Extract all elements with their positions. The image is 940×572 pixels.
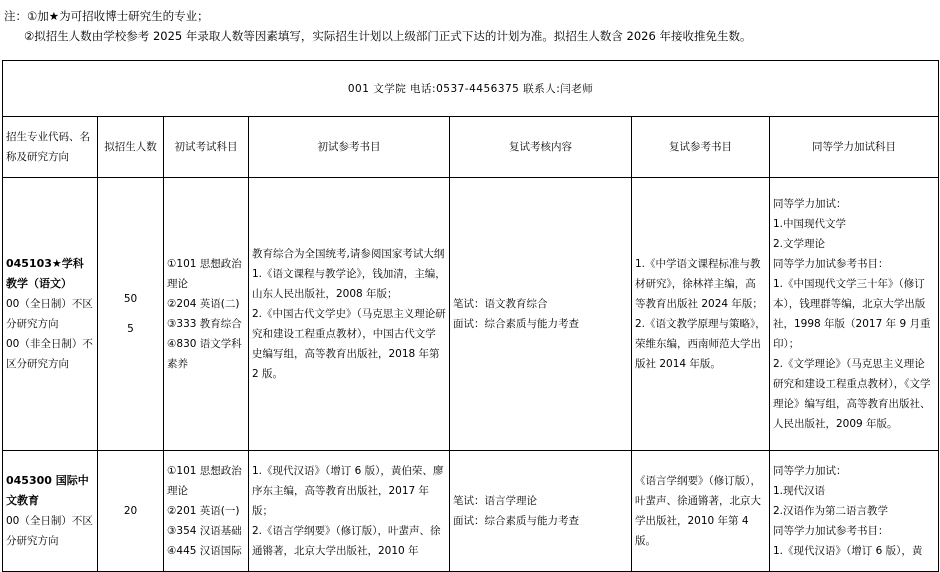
retest-book: 1.《中学语文课程标准与教材研究》，徐林祥主编，高等教育出版社 2024 年版；2.《语文教学原理与策略》，荣维东编，西南师范大学出版社 2014 年版。: [635, 258, 766, 370]
retest-cell: [450, 451, 632, 572]
subject: ④445 汉语国际: [167, 545, 242, 557]
retest-books-cell: [632, 451, 770, 572]
extra-item: 同等学力加试参考书目：: [773, 525, 889, 537]
table-row: [3, 451, 939, 572]
count-cell: [98, 178, 164, 451]
book: 2.《中国古代文学史》（马克思主义理论研究和建设工程重点教材），中国古代文学史编写组，高等教育出版社，2018 年第 2 版。: [252, 308, 446, 380]
books-cell: [249, 178, 450, 451]
subject: ①101 思想政治理论: [167, 258, 242, 290]
count-1: 50: [123, 293, 138, 305]
subject: ①101 思想政治理论: [167, 465, 242, 497]
major-name: 045103★学科教学（语文）: [6, 257, 84, 290]
subject: ④830 语文学科素养: [167, 338, 242, 370]
extra-cell: [770, 451, 939, 572]
major-cell: [3, 178, 98, 451]
header-major: 招生专业代码、名称及研究方向: [3, 117, 98, 178]
extra-item: 2.文学理论: [773, 238, 826, 250]
header-retest-books: 复试参考书目: [632, 117, 770, 178]
subjects-cell: [164, 178, 249, 451]
subject: ③354 汉语基础: [167, 525, 242, 537]
note-line-1: 注：①加★为可招收博士研究生的专业；: [4, 9, 209, 23]
extra-item: 1.《现代汉语》（增订 6 版），黄: [773, 545, 923, 557]
header-books: 初试参考书目: [249, 117, 450, 178]
extra-item: 2.汉语作为第二语言教学: [773, 505, 889, 517]
retest-item: 笔试：语文教育综合: [453, 298, 548, 310]
retest-item: 面试：综合素质与能力考查: [453, 318, 579, 330]
header-row: [3, 117, 939, 178]
extra-item: 1.中国现代文学: [773, 218, 847, 230]
catalog-table: [2, 60, 939, 572]
notes-block: [4, 6, 934, 46]
department-banner: 001 文学院 电话:0537-4456375 联系人:闫老师: [3, 61, 939, 117]
extra-item: 同等学力加试参考书目：: [773, 258, 889, 270]
extra-item: 1.《中国现代文学三十年》（修订本），钱理群等编，北京大学出版社，1998 年版（2017 年 9 月重印）；: [773, 278, 931, 350]
retest-item: 笔试：语言学理论: [453, 495, 537, 507]
extra-item: 2.《文学理论》（马克思主义理论研究和建设工程重点教材），《文学理论》编写组，高等教育出版社、人民出版社，2009 年版。: [773, 358, 931, 430]
direction-1: 00（全日制）不区分研究方向: [6, 298, 93, 330]
book: 2.《语言学纲要》（修订版），叶蜚声、徐通锵著，北京大学出版社，2010 年: [252, 525, 441, 557]
subject: ②204 英语(二): [167, 298, 240, 310]
book: 教育综合为全国统考,请参阅国家考试大纲: [252, 248, 445, 260]
retest-book: 《语言学纲要》（修订版），叶蜚声、徐通锵著，北京大学出版社，2010 年第 4 版。: [635, 475, 761, 547]
direction-2: 00（非全日制）不区分研究方向: [6, 338, 93, 370]
book: 1.《现代汉语》（增订 6 版），黄伯荣、廖序东主编，高等教育出版社，2017 年版；: [252, 465, 444, 517]
header-retest: 复试考核内容: [450, 117, 632, 178]
header-extra: 同等学力加试科目: [770, 117, 939, 178]
count-cell: [98, 451, 164, 572]
header-count: 拟招生人数: [98, 117, 164, 178]
major-name: 045300 国际中文教育: [6, 474, 89, 507]
direction-1: 00（全日制）不区分研究方向: [6, 515, 93, 547]
note-line-2: ②拟招生人数由学校参考 2025 年录取人数等因素填写，实际招生计划以上级部门正式下达的计划为准。拟招生人数含 2026 年接收推免生数。: [24, 29, 752, 43]
retest-item: 面试：综合素质与能力考查: [453, 515, 579, 527]
count-1: 20: [123, 505, 138, 517]
subjects-cell: [164, 451, 249, 572]
department-banner-row: [3, 61, 939, 117]
extra-item: 同等学力加试：: [773, 465, 847, 477]
book: 1.《语文课程与教学论》，钱加清，主编，山东人民出版社，2008 年版；: [252, 268, 446, 300]
extra-item: 同等学力加试：: [773, 198, 847, 210]
subject: ③333 教育综合: [167, 318, 242, 330]
major-cell: [3, 451, 98, 572]
retest-books-cell: [632, 178, 770, 451]
extra-cell: [770, 178, 939, 451]
subject: ②201 英语(一): [167, 505, 240, 517]
count-2: 5: [127, 323, 134, 335]
extra-item: 1.现代汉语: [773, 485, 826, 497]
retest-cell: [450, 178, 632, 451]
header-subjects: 初试考试科目: [164, 117, 249, 178]
books-cell: [249, 451, 450, 572]
table-row: [3, 178, 939, 451]
